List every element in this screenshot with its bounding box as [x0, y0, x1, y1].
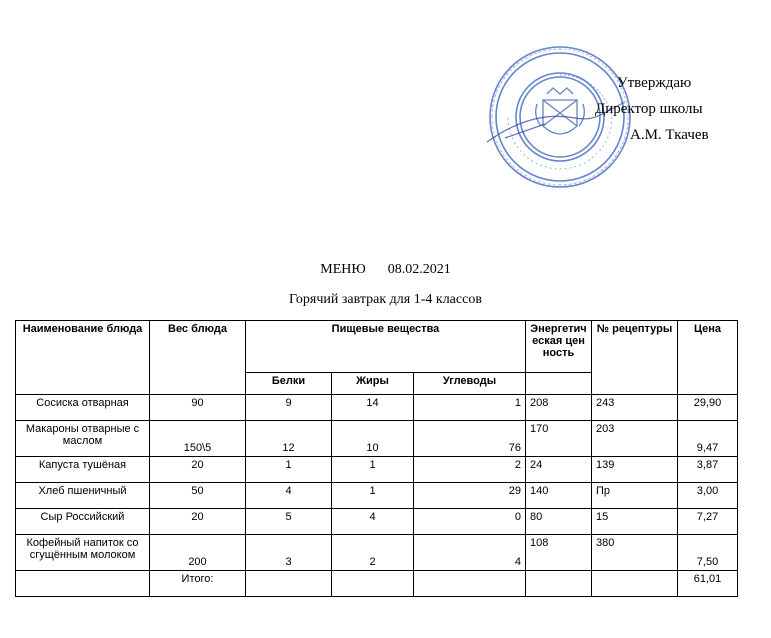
dish-recipe: 15: [592, 509, 678, 535]
dish-fats: 10: [332, 421, 414, 457]
dish-carbs: 29: [414, 483, 526, 509]
dish-price: 7,27: [678, 509, 738, 535]
dish-weight: 90: [150, 395, 246, 421]
header-energy-blank: [526, 373, 592, 395]
menu-table: [15, 320, 738, 597]
dish-carbs: 1: [414, 395, 526, 421]
dish-recipe: Пр: [592, 483, 678, 509]
total-price: 61,01: [678, 571, 738, 597]
dish-proteins: 12: [246, 421, 332, 457]
total-row: [16, 571, 738, 597]
dish-fats: 1: [332, 457, 414, 483]
dish-proteins: 4: [246, 483, 332, 509]
dish-energy: 108: [526, 535, 592, 571]
dish-recipe: 243: [592, 395, 678, 421]
dish-energy: 208: [526, 395, 592, 421]
dish-price: 3,87: [678, 457, 738, 483]
dish-proteins: 9: [246, 395, 332, 421]
menu-title: [0, 262, 771, 278]
dish-carbs: 2: [414, 457, 526, 483]
menu-date: 08.02.2021: [387, 262, 451, 277]
total-blank: [16, 571, 150, 597]
approval-block: [560, 70, 709, 148]
table-row: [16, 421, 738, 457]
header-fats: Жиры: [332, 373, 414, 395]
dish-fats: 1: [332, 483, 414, 509]
dish-recipe: 380: [592, 535, 678, 571]
dish-name: Хлеб пшеничный: [16, 483, 150, 509]
dish-weight: 20: [150, 457, 246, 483]
header-recipe: № рецептуры: [592, 321, 678, 395]
table-row: [16, 457, 738, 483]
header-nutrients: Пищевые вещества: [246, 321, 526, 373]
dish-weight: 50: [150, 483, 246, 509]
dish-carbs: 0: [414, 509, 526, 535]
dish-proteins: 5: [246, 509, 332, 535]
dish-name: Капуста тушёная: [16, 457, 150, 483]
header-carbs: Углеводы: [414, 373, 526, 395]
table-row: [16, 535, 738, 571]
approval-line-approve: Утверждаю: [617, 75, 692, 91]
dish-price: 7,50: [678, 535, 738, 571]
dish-name: Сыр Российский: [16, 509, 150, 535]
dish-name: Сосиска отварная: [16, 395, 150, 421]
dish-energy: 24: [526, 457, 592, 483]
dish-energy: 170: [526, 421, 592, 457]
dish-price: 9,47: [678, 421, 738, 457]
header-price: Цена: [678, 321, 738, 395]
dish-price: 3,00: [678, 483, 738, 509]
dish-energy: 80: [526, 509, 592, 535]
dish-fats: 4: [332, 509, 414, 535]
header-energy: Энергетическая ценность: [526, 321, 592, 373]
menu-title-label: МЕНЮ: [320, 262, 366, 277]
dish-recipe: 203: [592, 421, 678, 457]
dish-fats: 14: [332, 395, 414, 421]
dish-price: 29,90: [678, 395, 738, 421]
dish-name: Макароны отварные с маслом: [16, 421, 150, 457]
approval-line-director: Директор школы: [595, 101, 703, 117]
header-name: Наименование блюда: [16, 321, 150, 395]
header-weight: Вес блюда: [150, 321, 246, 395]
dish-proteins: 3: [246, 535, 332, 571]
dish-carbs: 4: [414, 535, 526, 571]
dish-fats: 2: [332, 535, 414, 571]
dish-name: Кофейный напиток со сгущённым молоком: [16, 535, 150, 571]
dish-weight: 150\5: [150, 421, 246, 457]
table-row: [16, 395, 738, 421]
approval-line-name: А.М. Ткачев: [630, 127, 709, 143]
dish-energy: 140: [526, 483, 592, 509]
header-proteins: Белки: [246, 373, 332, 395]
dish-weight: 20: [150, 509, 246, 535]
dish-recipe: 139: [592, 457, 678, 483]
menu-subtitle: Горячий завтрак для 1-4 классов: [289, 292, 482, 307]
total-label: Итого:: [150, 571, 246, 597]
dish-carbs: 76: [414, 421, 526, 457]
table-row: [16, 509, 738, 535]
table-row: [16, 483, 738, 509]
dish-weight: 200: [150, 535, 246, 571]
dish-proteins: 1: [246, 457, 332, 483]
